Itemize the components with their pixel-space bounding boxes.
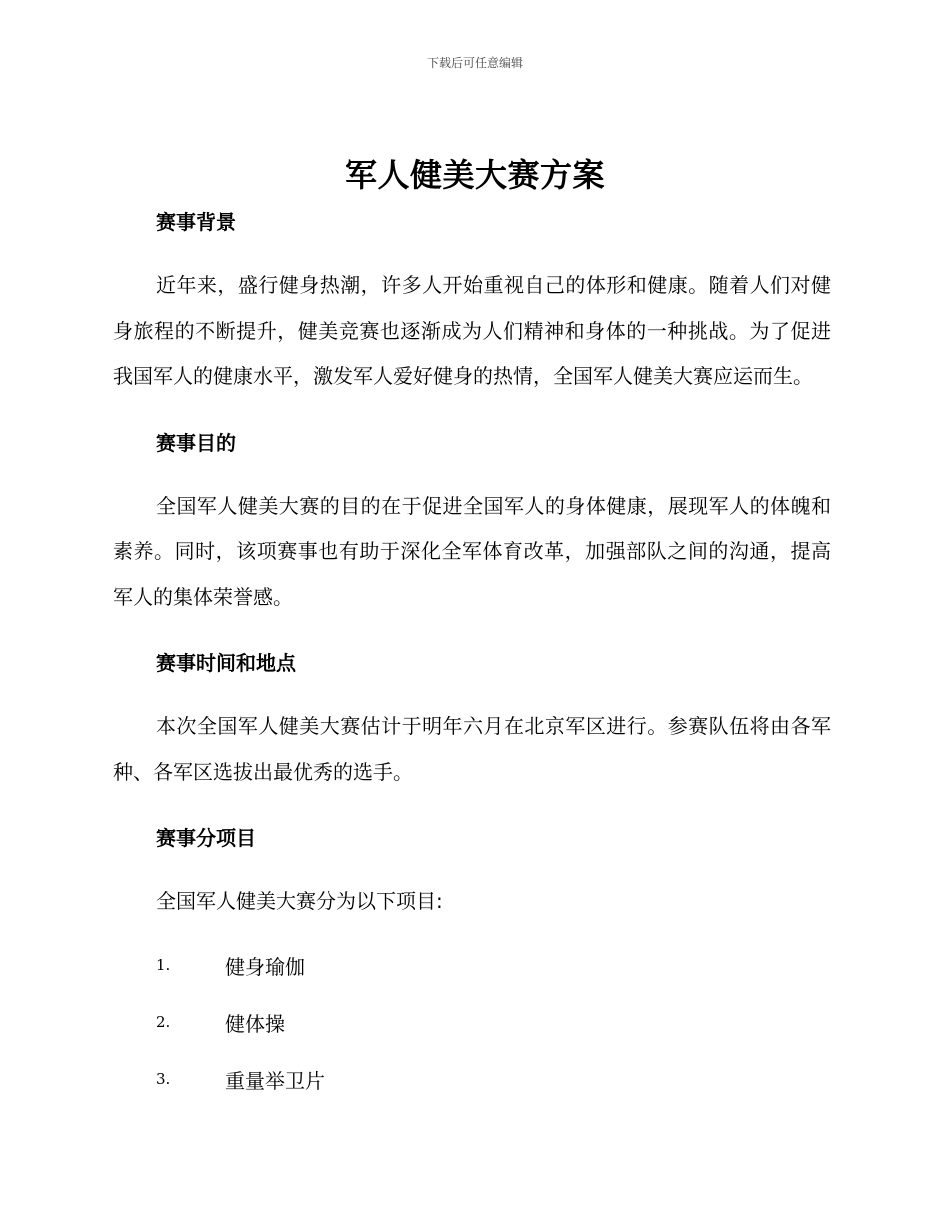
section-paragraph-events: 全国军人健美大赛分为以下项目: — [156, 889, 443, 913]
list-item — [113, 937, 831, 994]
section-heading-time-location: 赛事时间和地点 — [156, 651, 296, 675]
list-item-label: 健体操 — [225, 1011, 285, 1036]
header-note: 下载后可任意编辑 — [426, 56, 523, 70]
section-paragraph-time-location: 本次全国军人健美大赛估计于明年六月在北京军区进行。参赛队伍将由各军种、各军区选拔出最优秀的选手。 — [113, 714, 831, 784]
list-item-number: 3. — [156, 1070, 171, 1088]
list-item-number: 1. — [156, 956, 171, 974]
list-item-number: 2. — [156, 1013, 171, 1031]
section-paragraph-background: 近年来，盛行健身热潮，许多人开始重视自己的体形和健康。随着人们对健身旅程的不断提升，健美竞赛也逐渐成为人们精神和身体的一种挑战。为了促进我国军人的健康水平，激发军人爱好健身的热情，全国军人健美大赛应运而生。 — [113, 273, 831, 388]
section-paragraph-purpose: 全国军人健美大赛的目的在于促进全国军人的身体健康，展现军人的体魄和素养。同时，该项赛事也有助于深化全军体育改革，加强部队之间的沟通，提高军人的集体荣誉感。 — [113, 493, 831, 609]
events-list — [113, 937, 831, 1108]
list-item-label: 健身瑜伽 — [225, 954, 305, 979]
document-body — [113, 207, 831, 1108]
section-heading-background: 赛事背景 — [156, 210, 236, 234]
document-title: 军人健美大赛方案 — [344, 156, 605, 194]
section-heading-purpose: 赛事目的 — [156, 430, 236, 455]
section-heading-events: 赛事分项目 — [156, 826, 256, 850]
list-item — [113, 1051, 831, 1108]
list-item — [113, 994, 831, 1051]
list-item-label: 重量举卫片 — [225, 1068, 325, 1093]
